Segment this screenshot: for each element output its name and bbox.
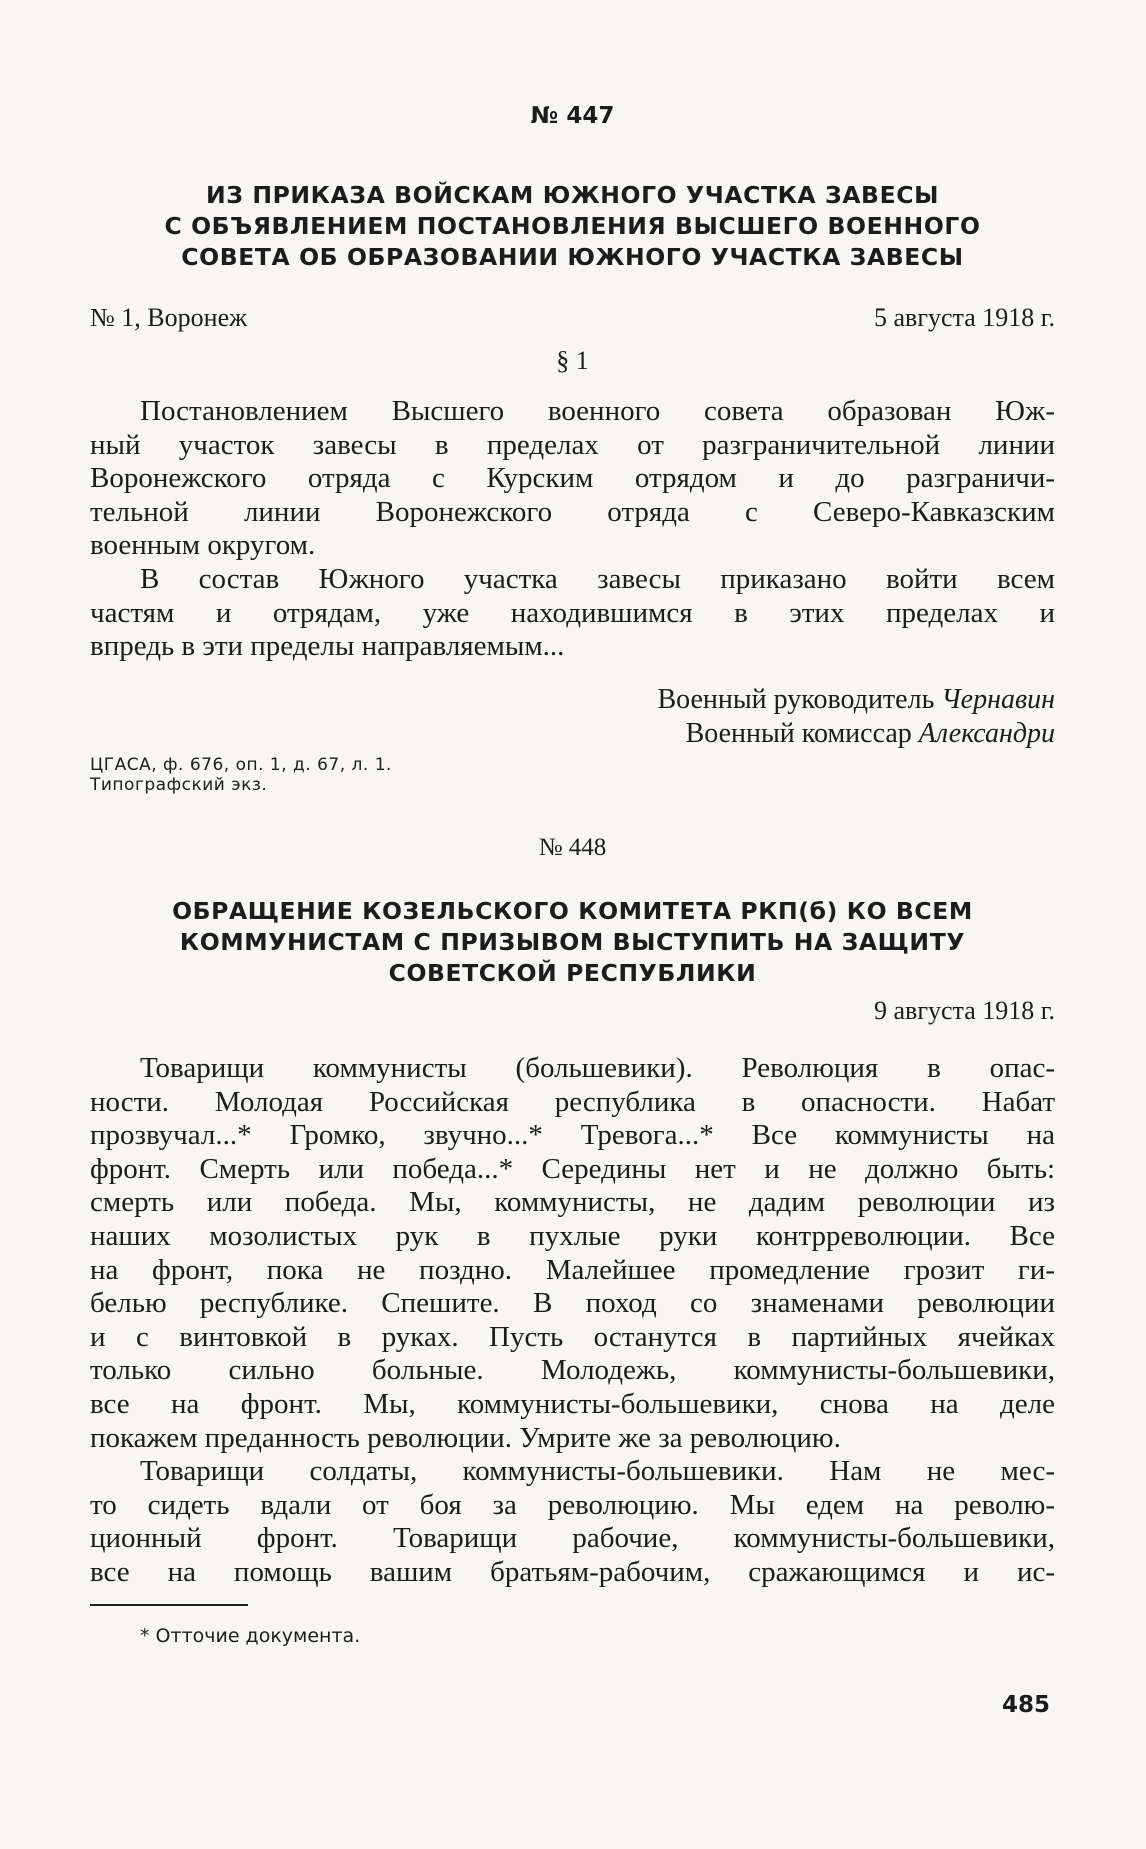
text-line: Постановлением Высшего военного совета образован Юж- bbox=[140, 395, 1055, 427]
doc447-paragraph-2 bbox=[90, 563, 1055, 664]
text-line: все на фронт. Мы, коммунисты-большевики, снова на деле bbox=[90, 1387, 1055, 1420]
text-line: покажем преданность революции. Умрите же за революцию. bbox=[90, 1421, 841, 1454]
footnote: * Отточие документа. bbox=[140, 1625, 361, 1647]
text-line: впредь в эти пределы направляемым... bbox=[90, 630, 565, 663]
doc448-number: № 448 bbox=[538, 834, 607, 861]
doc448-paragraph-1 bbox=[90, 1052, 1055, 1455]
text-line: Воронежского отряда с Курским отрядом и до разграничи- bbox=[90, 462, 1055, 495]
text-line: то сидеть вдали от боя за революцию. Мы едем на револю- bbox=[90, 1488, 1055, 1521]
text-line: все на помощь вашим братьям-рабочим, сражающимся и ис- bbox=[90, 1555, 1055, 1588]
signature-name: Чернавин bbox=[941, 684, 1055, 715]
doc447-title-line: С ОБЪЯВЛЕНИЕМ ПОСТАНОВЛЕНИЯ ВЫСШЕГО ВОЕННОГО bbox=[164, 212, 981, 240]
doc447-meta bbox=[90, 302, 1055, 334]
signature-role: Военный руководитель bbox=[657, 684, 935, 715]
text-line: ный участок завесы в пределах от разграничительной линии bbox=[90, 428, 1055, 461]
text-line: военным округом. bbox=[90, 529, 316, 562]
doc448-title-line: КОММУНИСТАМ С ПРИЗЫВОМ ВЫСТУПИТЬ НА ЗАЩИТУ bbox=[179, 928, 966, 956]
signature-role: Военный комиссар bbox=[685, 718, 912, 749]
text-line: наших мозолистых рук в пухлые руки контрреволюции. Все bbox=[90, 1219, 1055, 1252]
text-line: частям и отрядам, уже находившимся в этих пределах и bbox=[90, 596, 1055, 629]
signature-line bbox=[90, 683, 1055, 717]
doc448-date: 9 августа 1918 г. bbox=[874, 996, 1055, 1025]
doc447-title bbox=[90, 180, 1055, 273]
text-line: на фронт, пока не поздно. Малейшее промедление грозит ги- bbox=[90, 1253, 1055, 1286]
document-date: 5 августа 1918 г. bbox=[874, 303, 1055, 332]
doc448-title-line: ОБРАЩЕНИЕ КОЗЕЛЬСКОГО КОМИТЕТА РКП(б) КО ВСЕМ bbox=[172, 897, 973, 925]
doc447-number: № 447 bbox=[530, 103, 615, 129]
doc447-title-line: СОВЕТА ОБ ОБРАЗОВАНИИ ЮЖНОГО УЧАСТКА ЗАВЕСЫ bbox=[181, 243, 964, 271]
signature-block bbox=[90, 683, 1055, 751]
doc447-paragraph-1 bbox=[90, 395, 1055, 563]
text-line: ционный фронт. Товарищи рабочие, коммунисты-большевики, bbox=[90, 1522, 1055, 1555]
text-line: тельной линии Воронежского отряда с Северо-Кавказским bbox=[90, 495, 1055, 528]
text-line: фронт. Смерть или победа...* Середины нет и не должно быть: bbox=[90, 1152, 1055, 1185]
text-line: В состав Южного участка завесы приказано войти всем bbox=[140, 563, 1055, 595]
text-line: Товарищи солдаты, коммунисты-большевики. Нам не мес- bbox=[140, 1455, 1055, 1487]
text-line: и с винтовкой в руках. Пусть останутся в партийных ячейках bbox=[90, 1320, 1055, 1353]
text-line: ности. Молодая Российская республика в опасности. Набат bbox=[90, 1085, 1055, 1118]
doc448-title bbox=[90, 896, 1055, 989]
signature-line bbox=[90, 717, 1055, 751]
archive-reference: ЦГАСА, ф. 676, оп. 1, д. 67, л. 1. Типографский экз. bbox=[90, 755, 392, 795]
text-line: белью республике. Спешите. В поход со знаменами революции bbox=[90, 1287, 1055, 1320]
text-line: Товарищи коммунисты (большевики). Революция в опас- bbox=[140, 1052, 1055, 1084]
text-line: прозвучал...* Громко, звучно...* Тревога...* Все коммунисты на bbox=[90, 1119, 1055, 1152]
order-reference: № 1, Воронеж bbox=[90, 303, 248, 332]
doc448-paragraph-2 bbox=[90, 1455, 1055, 1589]
page-number: 485 bbox=[1001, 1692, 1050, 1718]
text-line: только сильно больные. Молодежь, коммунисты-большевики, bbox=[90, 1354, 1055, 1387]
doc448-title-line: СОВЕТСКОЙ РЕСПУБЛИКИ bbox=[388, 959, 757, 987]
doc447-title-line: ИЗ ПРИКАЗА ВОЙСКАМ ЮЖНОГО УЧАСТКА ЗАВЕСЫ bbox=[205, 181, 940, 209]
footnote-divider bbox=[90, 1604, 248, 1606]
text-line: смерть или победа. Мы, коммунисты, не дадим революции из bbox=[90, 1186, 1055, 1219]
signature-name: Александри bbox=[918, 718, 1055, 749]
section-sign: § 1 bbox=[556, 346, 589, 375]
